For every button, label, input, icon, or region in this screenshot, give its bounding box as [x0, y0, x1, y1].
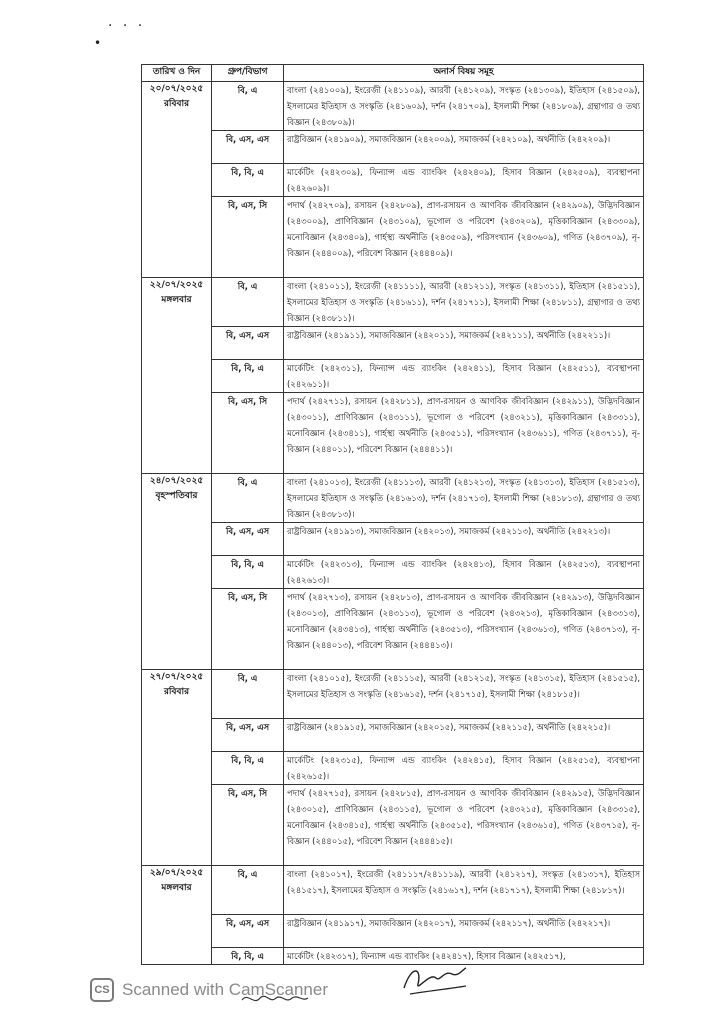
table-row	[142, 131, 644, 164]
group-cell: বি, এস, সি	[212, 393, 284, 474]
exam-day: মঙ্গলবার	[161, 295, 192, 305]
exam-day: বৃহস্পতিবার	[155, 491, 198, 501]
table-row	[142, 556, 644, 589]
subjects-cell: মার্কেটিং (২৪২৩১৩), ফিন্যান্স এন্ড ব্যাংকিং (২৪২৪১৩), হিসাব বিজ্ঞান (২৪২৫১৩), ব্যবস্থাপনা (২৪২৬১৩)।	[284, 556, 644, 589]
group-cell: বি, বি, এ	[212, 752, 284, 785]
subjects-cell: বাংলা (২৪১০১৭), ইংরেজী (২৪১১১৭/২৪১১১৯), আরবী (২৪১২১৭), সংস্কৃত (২৪১৩১৭), ইতিহাস (২৪১৫১৭), ইসলামের ইতিহাস ও সংস্কৃতি (২৪১৬১৭), দর্শন (২৪১৭১৭), ইসলামী শিক্ষা (২৪১৮১৭)।	[284, 866, 644, 915]
group-cell: বি, এস, এস	[212, 131, 284, 164]
table-row	[142, 719, 644, 752]
subjects-cell: পদার্থ (২৪২৭০৯), রসায়ন (২৪২৮০৯), প্রাণ-রসায়ন ও আণবিক জীববিজ্ঞান (২৪২৯০৯), উদ্ভিদবিজ্ঞান (২৪৩০০৯), প্রাণিবিজ্ঞান (২৪৩১০৯), ভূগোল ও পরিবেশ (২৪৩২০৯), মৃত্তিকাবিজ্ঞান (২৪৩৩০৯), মনোবিজ্ঞান (২৪৩৪০৯), গার্হস্থ্য অর্থনীতি (২৪৩৫০৯), পরিসংখ্যান (২৪৩৬০৯), গণিত (২৪৩৭০৯), নৃ-বিজ্ঞান (২৪৪০০৯), পরিবেশ বিজ্ঞান (২৪৪৪০৯)।	[284, 197, 644, 278]
subjects-cell: রাষ্ট্রবিজ্ঞান (২৪১৯০৯), সমাজবিজ্ঞান (২৪২০০৯), সমাজকর্ম (২৪২১০৯), অর্থনীতি (২৪২২০৯)।	[284, 131, 644, 164]
header-group: গ্রুপ/বিভাগ	[212, 65, 284, 82]
table-row	[142, 589, 644, 670]
subjects-cell: বাংলা (২৪১০১৫), ইংরেজী (২৪১১১৫), আরবী (২৪১২১৫), সংস্কৃত (২৪১৩১৫), ইতিহাস (২৪১৫১৫), ইসলামের ইতিহাস ও সংস্কৃতি (২৪১৬১৫), দর্শন (২৪১৭১৫), ইসলামী শিক্ষা (২৪১৮১৫)।	[284, 670, 644, 719]
table-header-row	[142, 65, 644, 82]
subjects-cell: বাংলা (২৪১০০৯), ইংরেজী (২৪১১০৯), আরবী (২৪১২০৯), সংস্কৃত (২৪১৩০৯), ইতিহাস (২৪১৫০৯), ইসলামের ইতিহাস ও সংস্কৃতি (২৪১৬০৯), দর্শন (২৪১৭০৯), ইসলামী শিক্ষা (২৪১৮০৯), গ্রন্থাগার ও তথ্য বিজ্ঞান (২৪৩৮০৯)।	[284, 82, 644, 131]
table-row	[142, 474, 644, 523]
subjects-cell: মার্কেটিং (২৪২৩০৯), ফিন্যান্স এন্ড ব্যাংকিং (২৪২৪০৯), হিসাব বিজ্ঞান (২৪২৫০৯), ব্যবস্থাপনা (২৪২৬০৯)।	[284, 164, 644, 197]
date-day-cell	[142, 866, 212, 965]
subjects-cell: বাংলা (২৪১০১৩), ইংরেজী (২৪১১১৩), আরবী (২৪১২১৩), সংস্কৃত (২৪১৩১৩), ইতিহাস (২৪১৫১৩), ইসলামের ইতিহাস ও সংস্কৃতি (২৪১৬১৩), দর্শন (২৪১৭১৩), ইসলামী শিক্ষা (২৪১৮১৩), গ্রন্থাগার ও তথ্য বিজ্ঞান (২৪৩৮১৩)।	[284, 474, 644, 523]
exam-date: ২০/০৭/২০২৫	[149, 84, 204, 94]
table-row	[142, 278, 644, 327]
scanner-text: Scanned with CamScanner	[122, 980, 329, 999]
group-cell: বি, বি, এ	[212, 948, 284, 965]
table-row	[142, 360, 644, 393]
group-cell: বি, এ	[212, 866, 284, 915]
scanner-watermark	[90, 978, 328, 1002]
table-row	[142, 327, 644, 360]
exam-date: ২৭/০৭/২০২৫	[149, 672, 204, 682]
group-cell: বি, এস, এস	[212, 327, 284, 360]
group-cell: বি, এস, সি	[212, 589, 284, 670]
subjects-cell: মার্কেটিং (২৪২৩১১), ফিন্যান্স এন্ড ব্যাংকিং (২৪২৪১১), হিসাব বিজ্ঞান (২৪২৫১১), ব্যবস্থাপনা (২৪২৬১১)।	[284, 360, 644, 393]
table-row	[142, 915, 644, 948]
table-row	[142, 82, 644, 131]
date-day-cell	[142, 278, 212, 474]
table-row	[142, 197, 644, 278]
subjects-cell: পদার্থ (২৪২৭১৫), রসায়ন (২৪২৮১৫), প্রাণ-রসায়ন ও আণবিক জীববিজ্ঞান (২৪২৯১৫), উদ্ভিদবিজ্ঞান (২৪৩০১৫), প্রাণিবিজ্ঞান (২৪৩১১৫), ভূগোল ও পরিবেশ (২৪৩২১৫), মৃত্তিকাবিজ্ঞান (২৪৩৩১৫), মনোবিজ্ঞান (২৪৩৪১৫), গার্হস্থ্য অর্থনীতি (২৪৩৫১৫), পরিসংখ্যান (২৪৩৬১৫), গণিত (২৪৩৭১৫), নৃ-বিজ্ঞান (২৪৪০১৫), পরিবেশ বিজ্ঞান (২৪৪৪১৫)।	[284, 785, 644, 866]
table-row	[142, 523, 644, 556]
exam-date: ২৪/০৭/২০২৫	[149, 476, 204, 486]
subjects-cell: রাষ্ট্রবিজ্ঞান (২৪১৯১৩), সমাজবিজ্ঞান (২৪২০১৩), সমাজকর্ম (২৪২১১৩), অর্থনীতি (২৪২২১৩)।	[284, 523, 644, 556]
header-subjects: অনার্স বিষয় সমূহ	[284, 65, 644, 82]
table-row	[142, 164, 644, 197]
subjects-cell: রাষ্ট্রবিজ্ঞান (২৪১৯১১), সমাজবিজ্ঞান (২৪২০১১), সমাজকর্ম (২৪২১১১), অর্থনীতি (২৪২২১১)।	[284, 327, 644, 360]
group-cell: বি, বি, এ	[212, 556, 284, 589]
group-cell: বি, এস, সি	[212, 197, 284, 278]
camscanner-logo: CS	[90, 978, 114, 1002]
subjects-cell: রাষ্ট্রবিজ্ঞান (২৪১৯১৫), সমাজবিজ্ঞান (২৪২০১৫), সমাজকর্ম (২৪২১১৫), অর্থনীতি (২৪২২১৫)।	[284, 719, 644, 752]
table-body	[142, 82, 644, 965]
subjects-cell: পদার্থ (২৪২৭১৩), রসায়ন (২৪২৮১৩), প্রাণ-রসায়ন ও আণবিক জীববিজ্ঞান (২৪২৯১৩), উদ্ভিদবিজ্ঞান (২৪৩০১৩), প্রাণিবিজ্ঞান (২৪৩১১৩), ভূগোল ও পরিবেশ (২৪৩২১৩), মৃত্তিকাবিজ্ঞান (২৪৩৩১৩), মনোবিজ্ঞান (২৪৩৪১৩), গার্হস্থ্য অর্থনীতি (২৪৩৫১৩), পরিসংখ্যান (২৪৩৬১৩), গণিত (২৪৩৭১৩), নৃ-বিজ্ঞান (২৪৪০১৩), পরিবেশ বিজ্ঞান (২৪৪৪১৩)।	[284, 589, 644, 670]
table-row	[142, 948, 644, 965]
table-row	[142, 866, 644, 915]
table-row	[142, 393, 644, 474]
exam-date: ২৯/০৭/২০২৫	[149, 868, 204, 878]
group-cell: বি, এ	[212, 82, 284, 131]
table-row	[142, 752, 644, 785]
stray-marks: · · ·	[108, 18, 146, 34]
group-cell: বি, এ	[212, 670, 284, 719]
exam-day: রবিবার	[163, 99, 190, 109]
group-cell: বি, এস, এস	[212, 523, 284, 556]
group-cell: বি, এস, এস	[212, 719, 284, 752]
group-cell: বি, বি, এ	[212, 360, 284, 393]
date-day-cell	[142, 82, 212, 278]
stray-dot: •	[94, 36, 102, 50]
exam-schedule-table	[141, 64, 644, 965]
exam-day: রবিবার	[163, 687, 190, 697]
signature	[400, 958, 470, 998]
date-day-cell	[142, 474, 212, 670]
subjects-cell: মার্কেটিং (২৪২৩১৭), ফিন্যান্স এন্ড ব্যাংকিং (২৪২৪১৭), হিসাব বিজ্ঞান (২৪২৫১৭),	[284, 948, 644, 965]
subjects-cell: পদার্থ (২৪২৭১১), রসায়ন (২৪২৮১১), প্রাণ-রসায়ন ও আণবিক জীববিজ্ঞান (২৪২৯১১), উদ্ভিদবিজ্ঞান (২৪৩০১১), প্রাণিবিজ্ঞান (২৪৩১১১), ভূগোল ও পরিবেশ (২৪৩২১১), মৃত্তিকাবিজ্ঞান (২৪৩৩১১), মনোবিজ্ঞান (২৪৩৪১১), গার্হস্থ্য অর্থনীতি (২৪৩৫১১), পরিসংখ্যান (২৪৩৬১১), গণিত (২৪৩৭১১), নৃ-বিজ্ঞান (২৪৪০১১), পরিবেশ বিজ্ঞান (২৪৪৪১১)।	[284, 393, 644, 474]
group-cell: বি, এ	[212, 278, 284, 327]
date-day-cell	[142, 670, 212, 866]
group-cell: বি, এ	[212, 474, 284, 523]
group-cell: বি, এস, এস	[212, 915, 284, 948]
table-row	[142, 785, 644, 866]
group-cell: বি, বি, এ	[212, 164, 284, 197]
subjects-cell: বাংলা (২৪১০১১), ইংরেজী (২৪১১১১), আরবী (২৪১২১১), সংস্কৃত (২৪১৩১১), ইতিহাস (২৪১৫১১), ইসলামের ইতিহাস ও সংস্কৃতি (২৪১৬১১), দর্শন (২৪১৭১১), ইসলামী শিক্ষা (২৪১৮১১), গ্রন্থাগার ও তথ্য বিজ্ঞান (২৪৩৮১১)।	[284, 278, 644, 327]
group-cell: বি, এস, সি	[212, 785, 284, 866]
header-date-day: তারিখ ও দিন	[142, 65, 212, 82]
exam-day: মঙ্গলবার	[161, 883, 192, 893]
table-row	[142, 670, 644, 719]
exam-date: ২২/০৭/২০২৫	[149, 280, 204, 290]
subjects-cell: রাষ্ট্রবিজ্ঞান (২৪১৯১৭), সমাজবিজ্ঞান (২৪২০১৭), সমাজকর্ম (২৪২১১৭), অর্থনীতি (২৪২২১৭)।	[284, 915, 644, 948]
subjects-cell: মার্কেটিং (২৪২৩১৫), ফিন্যান্স এন্ড ব্যাংকিং (২৪২৪১৫), হিসাব বিজ্ঞান (২৪২৫১৫), ব্যবস্থাপনা (২৪২৬১৫)।	[284, 752, 644, 785]
